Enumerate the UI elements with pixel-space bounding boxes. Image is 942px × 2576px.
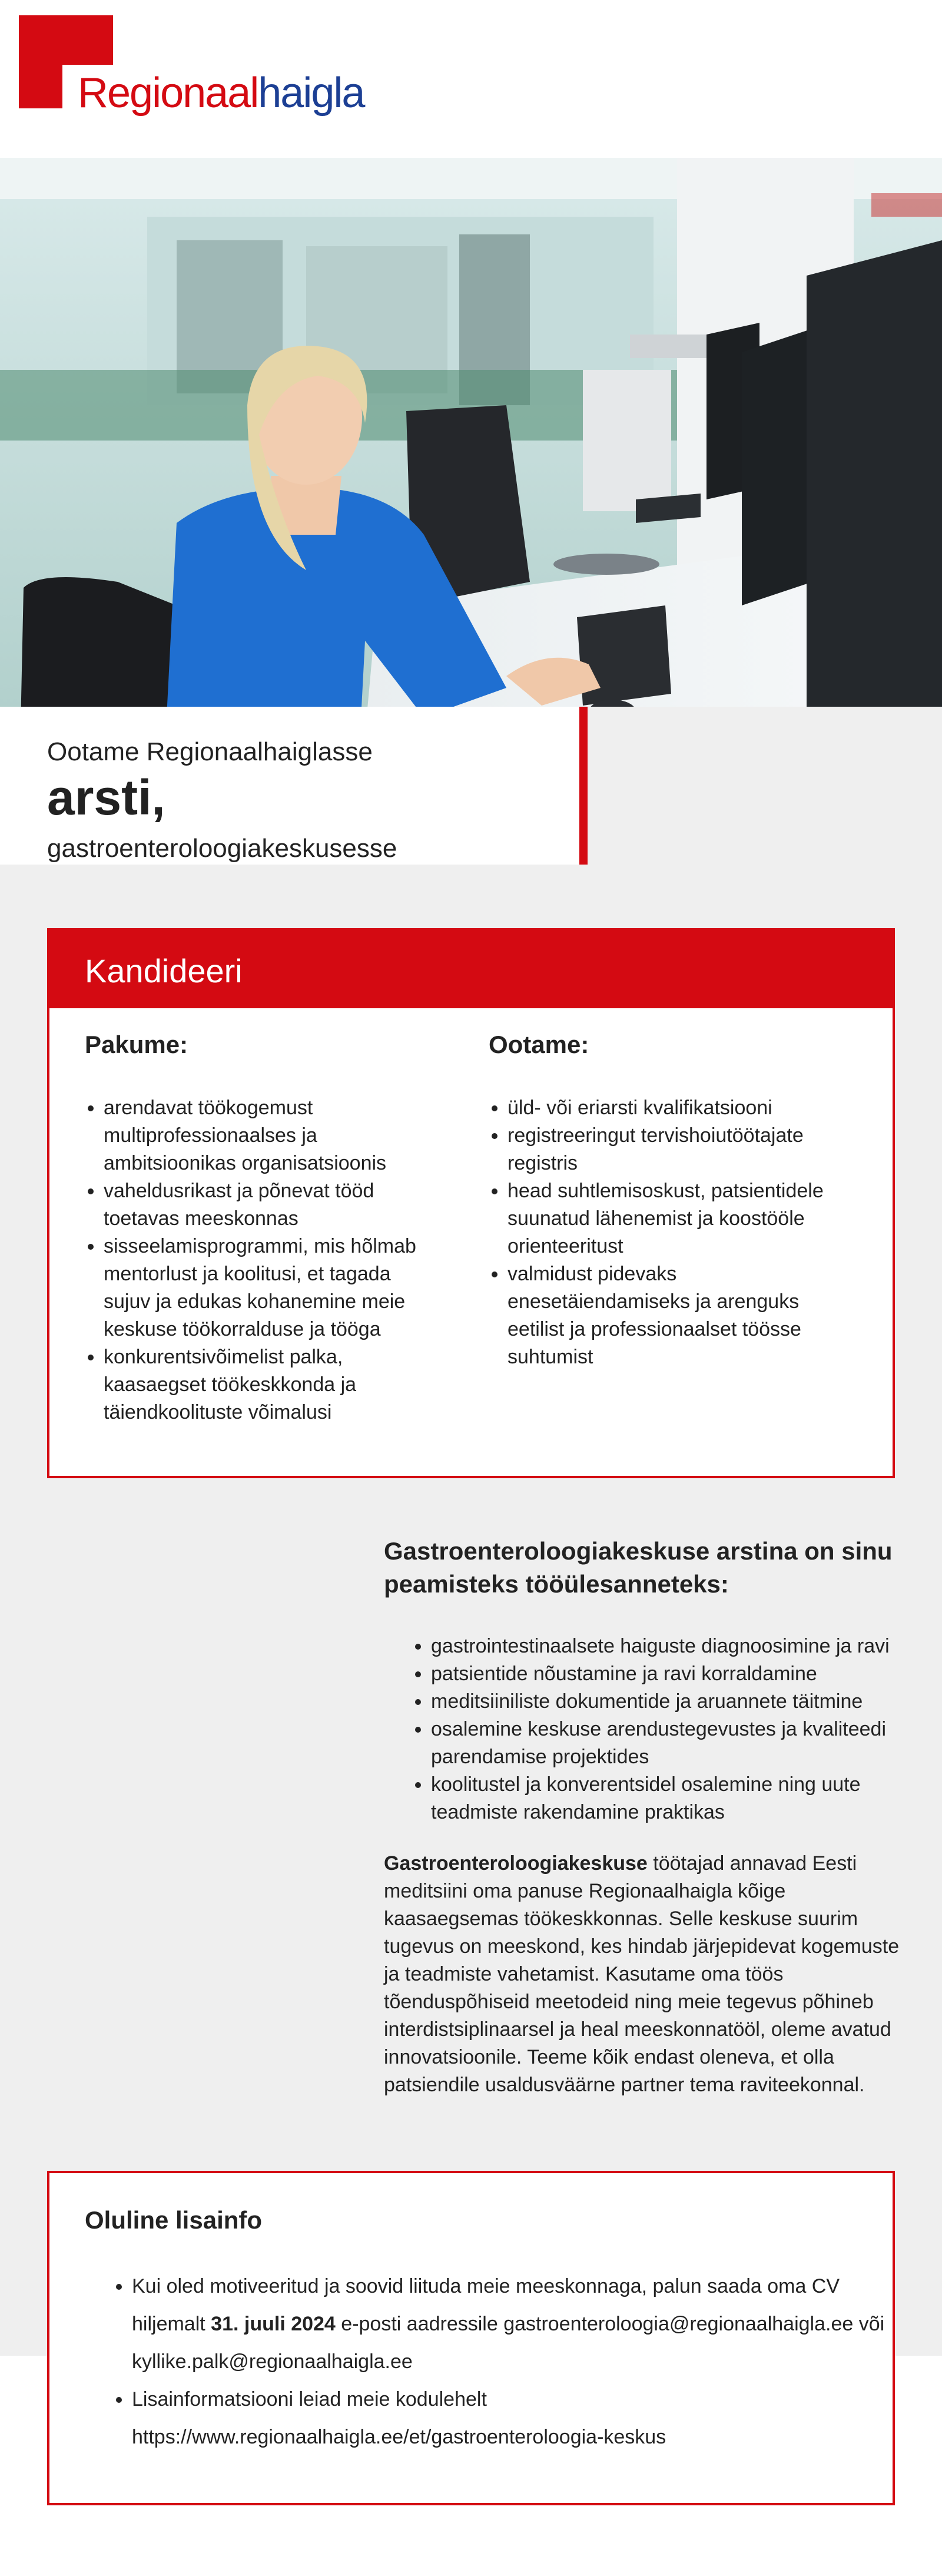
offer-title: Pakume: — [85, 1031, 188, 1058]
duties-title: Gastroenteroloogiakeskuse arstina on sinu peamisteks tööülesanneteks: — [384, 1537, 893, 1598]
regionaalhaigla-logo[interactable] — [19, 15, 364, 117]
info-list — [85, 2267, 909, 2456]
intro-accent-bar — [579, 707, 588, 865]
list-item: • arendavat töökogemust multiprofessionaalses ja ambitsioonikas organisatsioonis — [104, 1094, 438, 1177]
intro-department: gastroenteroloogiakeskusesse — [47, 834, 397, 863]
intro-line1: Ootame Regionaalhaiglasse — [47, 737, 373, 766]
expect-title: Ootame: — [489, 1031, 589, 1058]
page-header — [0, 0, 942, 158]
logo-wordmark: Regionaalhaigla — [78, 69, 364, 117]
expect-column — [489, 1031, 836, 1371]
intro-section — [0, 707, 583, 865]
info-box — [47, 2171, 895, 2505]
list-item: • vaheldusrikast ja põnevat tööd toetavas meeskonnas — [104, 1177, 438, 1233]
list-item: • valmidust pidevaks enesetäiendamiseks ja arenguks eetilist ja professionaalset töösse suhtumist — [508, 1260, 836, 1371]
intro-position-title: arsti, — [47, 770, 165, 825]
list-item: • patsientide nõustamine ja ravi korraldamine — [431, 1660, 902, 1688]
duties-section — [384, 1535, 902, 2099]
expect-list — [489, 1094, 836, 1371]
list-item: • meditsiiniliste dokumentide ja aruannete täitmine — [431, 1688, 902, 1716]
list-item: • head suhtlemisoskust, patsientidele suunatud lähenemist ja koostööle orienteeritust — [508, 1177, 836, 1260]
offer-list — [85, 1094, 438, 1426]
list-item: • koolitustel ja konverentsidel osalemine ning uute teadmiste rakendamine praktikas — [431, 1771, 902, 1826]
department-description: Gastroenteroloogiakeskuse töötajad annavad Eesti meditsiini oma panuse Regionaalhaigla kõige kaasaegsemas töökeskkonnas. Selle keskuse suurim tugevus on meeskond, kes hindab järjepidevat kogemuste ja teadmiste vahetamist. Kasutame oma töös tõenduspõhiseid meetodeid ning meie tegevus põhineb interdistsiplinaarsel ja heal meeskonnatööl, oleme avatud innovatsioonile. Teeme kõik endast oleneva, et olla patsiendile usaldusväärne partner tema raviteekonnal. — [384, 1852, 900, 2096]
list-item: • Lisainformatsiooni leiad meie kodulehelt https://www.regionaalhaigla.ee/et/gastroenteroloogia-keskus — [132, 2380, 909, 2456]
duties-list — [384, 1633, 902, 1826]
apply-box — [47, 928, 895, 1478]
apply-button[interactable] — [49, 931, 893, 1008]
list-item: • üld- või eriarsti kvalifikatsiooni — [508, 1094, 836, 1122]
offer-column — [85, 1031, 438, 1426]
apply-button-label: Kandideeri — [85, 952, 243, 989]
list-item: • konkurentsivõimelist palka, kaasaegset töökeskkonda ja täiendkoolituste võimalusi — [104, 1343, 438, 1426]
list-item: • gastrointestinaalsete haiguste diagnoosimine ja ravi — [431, 1633, 902, 1660]
info-title: Oluline lisainfo — [85, 2206, 263, 2234]
list-item: • registreeringut tervishoiutöötajate registris — [508, 1122, 836, 1177]
list-item: • Kui oled motiveeritud ja soovid liituda meie meeskonnaga, palun saada oma CV hiljemalt 31. juuli 2024 e-posti aadressile gastroenteroloogia@regionaalhaigla.ee või kyllike.palk@regionaalhaigla.ee — [132, 2267, 909, 2380]
list-item: • sisseelamisprogrammi, mis hõlmab mentorlust ja koolitusi, et tagada sujuv ja edukas kohanemine meie keskuse töökorralduse ja tööga — [104, 1233, 438, 1343]
list-item: • osalemine keskuse arendustegevustes ja kvaliteedi parendamise projektides — [431, 1716, 902, 1771]
